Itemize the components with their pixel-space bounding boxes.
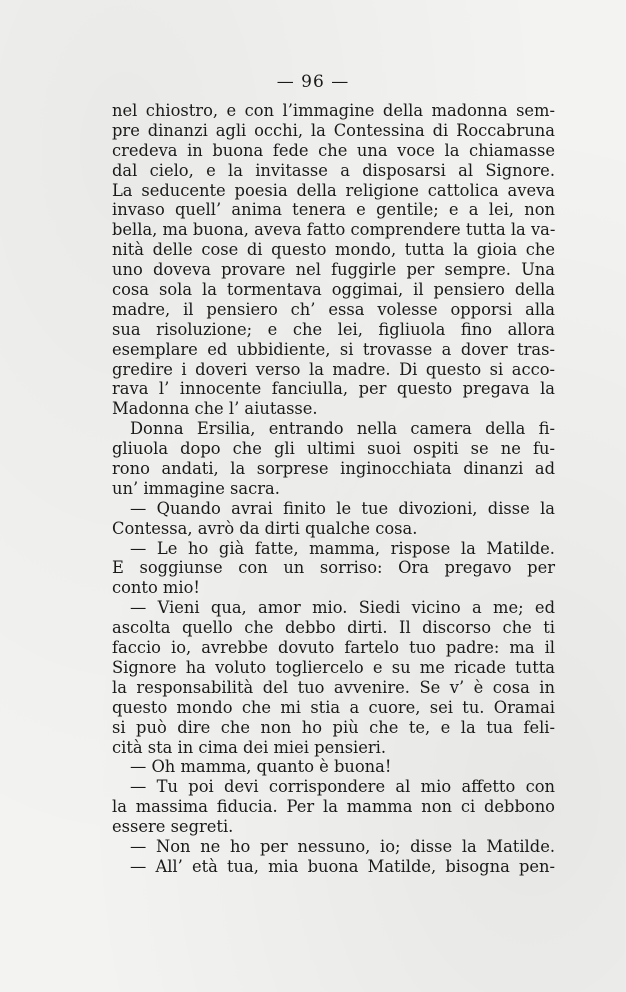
text-line: gliuola dopo che gli ultimi suoi ospiti se ne fu- [112, 439, 555, 459]
text-line: — All’ età tua, mia buona Matilde, bisogna pen- [130, 856, 555, 876]
text-line: questo mondo che mi stia a cuore, sei tu. Oramai [112, 697, 555, 717]
text-line: nità delle cose di questo mondo, tutta la gioia che [112, 240, 555, 260]
text-line: dal cielo, e la invitasse a disposarsi al Signore. [112, 160, 555, 180]
text-line: conto mio! [112, 578, 200, 598]
text-line: ascolta quello che debbo dirti. Il discorso che ti [112, 618, 555, 638]
text-line: nel chiostro, e con l’immagine della madonna sem- [112, 101, 555, 120]
text-line: — Tu poi devi corrispondere al mio affetto con [130, 777, 555, 797]
text-line: invaso quell’ anima tenera e gentile; e a lei, non [112, 200, 555, 220]
text-line: Signore ha voluto togliercelo e su me ricade tutta [112, 657, 555, 677]
text-line: la massima fiducia. Per la mamma non ci debbono [112, 797, 555, 817]
text-line: Donna Ersilia, entrando nella camera della fi- [130, 419, 555, 439]
body-text [112, 101, 555, 877]
text-line: si può dire che non ho più che te, e la tua feli- [112, 717, 555, 737]
page-number: — 96 — [276, 72, 350, 92]
text-line: un’ immagine sacra. [112, 478, 280, 498]
text-line: rono andati, la sorprese inginocchiata dinanzi ad [112, 459, 555, 479]
text-line: La seducente poesia della religione cattolica aveva [112, 180, 555, 200]
text-line: bella, ma buona, aveva fatto comprendere tutta la va- [112, 220, 556, 240]
text-line: sua risoluzione; e che lei, figliuola fino allora [112, 319, 555, 339]
text-line: Madonna che l’ aiutasse. [112, 399, 318, 419]
text-line: madre, il pensiero ch’ essa volesse opporsi alla [112, 299, 555, 319]
text-line: — Le ho già fatte, mamma, rispose la Matilde. [130, 538, 555, 558]
text-line: cosa sola la tormentava oggimai, il pensiero della [112, 280, 555, 300]
text-line: esemplare ed ubbidiente, si trovasse a dover tras- [112, 339, 555, 359]
text-line: faccio io, avrebbe dovuto fartelo tuo padre: ma il [112, 638, 555, 658]
text-line: essere segreti. [112, 817, 234, 837]
text-line: credeva in buona fede che una voce la chiamasse [112, 140, 555, 160]
text-line: uno doveva provare nel fuggirle per sempre. Una [112, 260, 555, 280]
text-line: la responsabilità del tuo avvenire. Se v’ è cosa in [112, 677, 555, 697]
text-line: cità sta in cima dei miei pensieri. [112, 737, 387, 757]
text-line: — Vieni qua, amor mio. Siedi vicino a me; ed [130, 598, 555, 618]
text-line: gredire i doveri verso la madre. Di questo si acco- [112, 359, 555, 379]
text-line: pre dinanzi agli occhi, la Contessina di Roccabruna [112, 120, 555, 140]
text-line: E soggiunse con un sorriso: Ora pregavo per [112, 558, 555, 578]
text-line: rava l’ innocente fanciulla, per questo pregava la [112, 379, 555, 399]
text-line: Contessa, avrò da dirti qualche cosa. [112, 518, 418, 538]
text-line: — Non ne ho per nessuno, io; disse la Matilde. [130, 836, 555, 856]
text-line: — Oh mamma, quanto è buona! [130, 757, 392, 777]
text-line: — Quando avrai finito le tue divozioni, disse la [130, 498, 555, 518]
